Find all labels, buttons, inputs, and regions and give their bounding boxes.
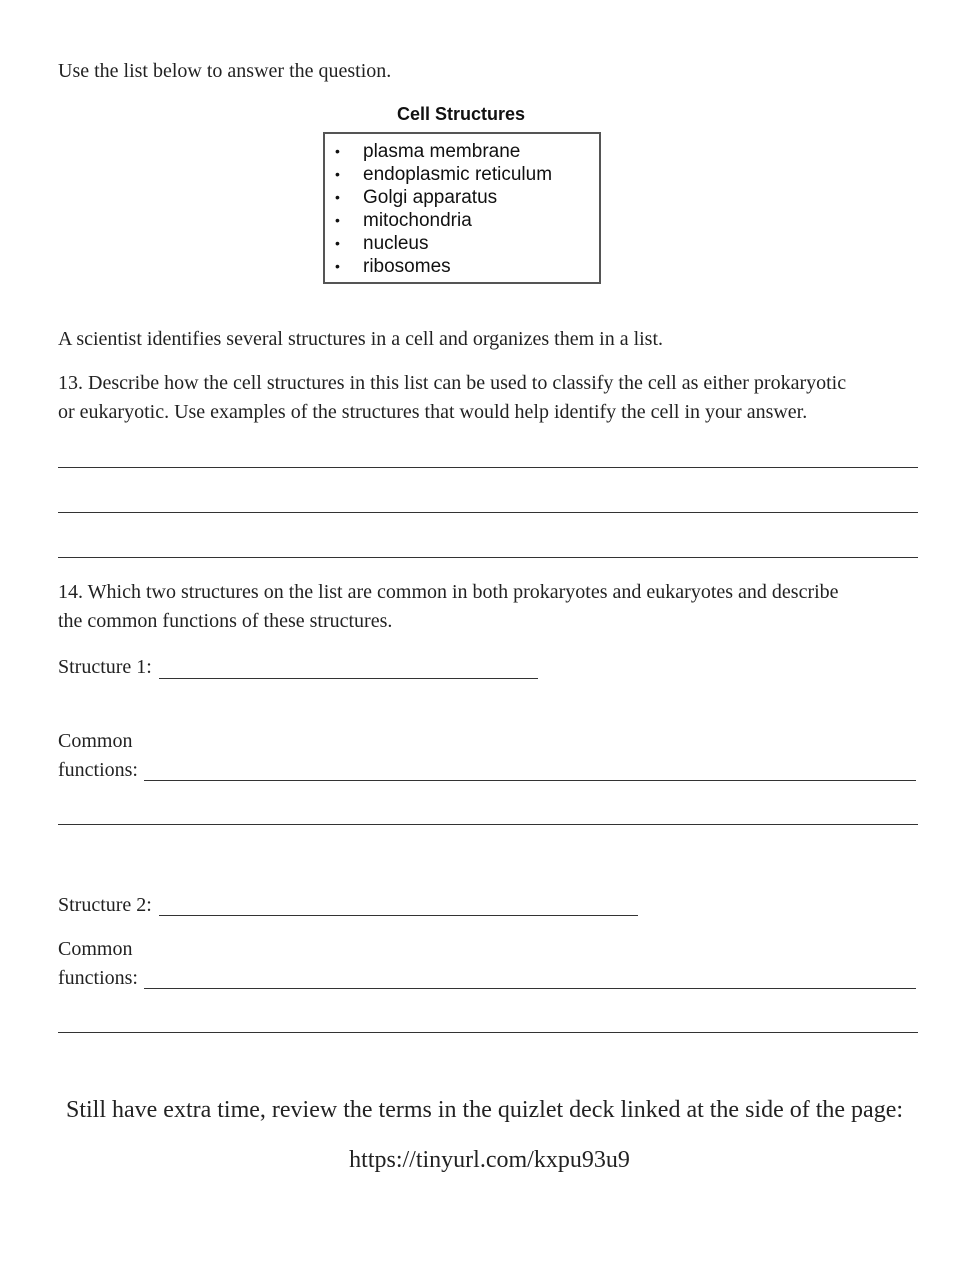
- structure-2-answer-line[interactable]: [159, 915, 638, 916]
- functions-2-answer-line-2[interactable]: [58, 1032, 918, 1033]
- list-item: [325, 232, 599, 255]
- question-14-line1: 14. Which two structures on the list are common in both prokaryotes and eukaryotes and describe: [58, 581, 839, 603]
- list-item: [325, 163, 599, 186]
- list-item-label: nucleus: [363, 233, 429, 254]
- intro-instruction: Use the list below to answer the question.: [58, 60, 392, 82]
- answer-13-line-3[interactable]: [58, 557, 918, 558]
- list-item-label: mitochondria: [363, 210, 472, 231]
- list-item: [325, 209, 599, 232]
- functions-label-2: functions:: [58, 967, 138, 989]
- structure-1-answer-line[interactable]: [159, 678, 538, 679]
- common-label-2: Common: [58, 938, 133, 960]
- cell-structures-list: [325, 134, 599, 278]
- common-label-1: Common: [58, 730, 133, 752]
- bullet-icon: •: [335, 166, 340, 182]
- list-item: [325, 186, 599, 209]
- question-13-line2: or eukaryotic. Use examples of the structures that would help identify the cell in your answer.: [58, 401, 808, 423]
- cell-structures-box: [323, 132, 601, 284]
- list-item-label: Golgi apparatus: [363, 187, 498, 208]
- bullet-icon: •: [335, 235, 340, 251]
- answer-13-line-1[interactable]: [58, 467, 918, 468]
- bullet-icon: •: [335, 143, 340, 159]
- functions-label-1: functions:: [58, 759, 138, 781]
- bullet-icon: •: [335, 189, 340, 205]
- scientist-statement: A scientist identifies several structures in a cell and organizes them in a list.: [58, 328, 664, 350]
- quizlet-link[interactable]: https://tinyurl.com/kxpu93u9: [349, 1147, 630, 1173]
- structure-1-label: Structure 1:: [58, 656, 152, 678]
- answer-13-line-2[interactable]: [58, 512, 918, 513]
- cell-structures-title: Cell Structures: [396, 104, 526, 124]
- functions-2-answer-line[interactable]: [144, 988, 916, 989]
- bullet-icon: •: [335, 212, 340, 228]
- functions-1-answer-line[interactable]: [144, 780, 916, 781]
- question-14: [58, 578, 839, 636]
- functions-1-answer-line-2[interactable]: [58, 824, 918, 825]
- list-item-label: ribosomes: [363, 256, 451, 277]
- list-item-label: plasma membrane: [363, 141, 521, 162]
- list-item-label: endoplasmic reticulum: [363, 164, 553, 185]
- question-13-line1: 13. Describe how the cell structures in this list can be used to classify the cell as either prokaryotic: [58, 372, 847, 394]
- list-item: [325, 140, 599, 163]
- bullet-icon: •: [335, 258, 340, 274]
- question-14-line2: the common functions of these structures.: [58, 610, 393, 632]
- structure-2-label: Structure 2:: [58, 894, 152, 916]
- question-13: [58, 369, 846, 427]
- list-item: [325, 255, 599, 278]
- extra-time-message: Still have extra time, review the terms in the quizlet deck linked at the side of the page:: [65, 1097, 904, 1123]
